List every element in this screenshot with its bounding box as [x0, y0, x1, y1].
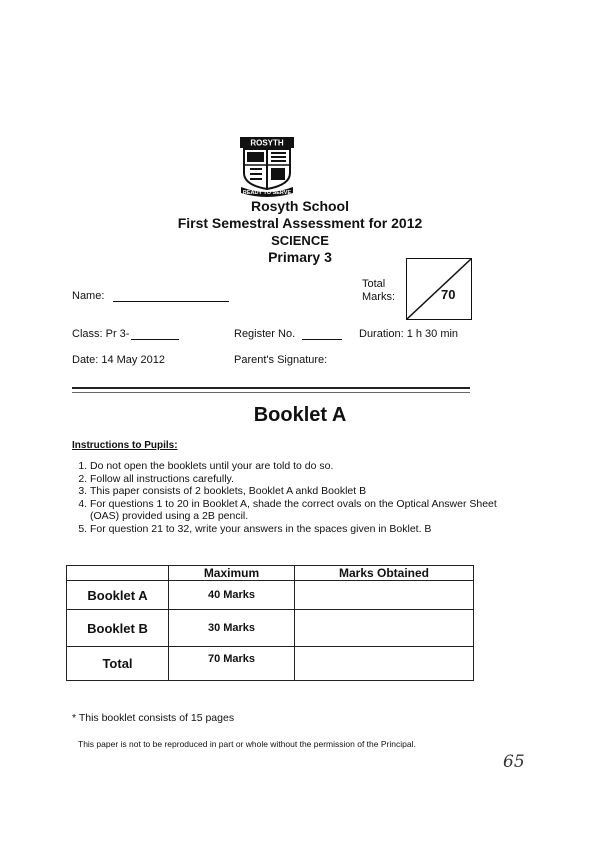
copyright-note: This paper is not to be reproduced in part or whole without the permission of the Principal.: [78, 739, 416, 749]
row-obtained[interactable]: [295, 647, 474, 681]
table-header-row: [67, 566, 474, 581]
name-field-line[interactable]: [113, 301, 229, 302]
divider-thin: [72, 392, 470, 393]
table-row: [67, 647, 474, 681]
instruction-item: 4. For questions 1 to 20 in Booklet A, shade the correct ovals on the Optical Answer Sheet (OAS) provided using a 2B pencil.: [90, 498, 498, 523]
row-max: 30 Marks: [169, 610, 295, 647]
row-label: Total: [67, 647, 169, 681]
table-header-blank: [67, 566, 169, 581]
svg-text:ROSYTH: ROSYTH: [250, 138, 284, 148]
instruction-item: 1. Do not open the booklets until your are told to do so.: [90, 460, 498, 473]
handwritten-mark: 65: [503, 752, 525, 772]
assessment-title: First Semestral Assessment for 2012: [177, 215, 423, 231]
header: [0, 198, 600, 266]
row-max: 40 Marks: [169, 581, 295, 610]
total-marks-value: 70: [441, 287, 456, 302]
instruction-item: 2. Follow all instructions carefully.: [90, 473, 498, 486]
marks-table: [66, 565, 474, 681]
row-max: 70 Marks: [169, 647, 295, 681]
row-obtained[interactable]: [295, 610, 474, 647]
row-obtained[interactable]: [295, 581, 474, 610]
svg-text:READY TO SERVE: READY TO SERVE: [242, 190, 292, 196]
signature-label: Parent's Signature:: [234, 354, 328, 366]
total-marks-label: Total Marks:: [362, 278, 395, 303]
row-label: Booklet B: [67, 610, 169, 647]
level: Primary 3: [268, 249, 332, 265]
total-marks-box: [406, 258, 472, 320]
booklet-title: Booklet A: [253, 404, 347, 426]
class-field-line[interactable]: [131, 339, 179, 340]
pages-note: * This booklet consists of 15 pages: [72, 712, 235, 724]
row-label: Booklet A: [67, 581, 169, 610]
table-row: [67, 581, 474, 610]
instruction-item: 3. This paper consists of 2 booklets, Booklet A ankd Booklet B: [90, 485, 498, 498]
instruction-item: 5. For question 21 to 32, write your answers in the spaces given in Boklet. B: [90, 523, 498, 536]
register-label: Register No.: [234, 328, 296, 340]
instructions-list: [72, 460, 498, 536]
table-header-obtained: Marks Obtained: [295, 566, 474, 581]
diagonal-line: [407, 259, 471, 319]
school-name: Rosyth School: [250, 198, 349, 214]
table-row: [67, 610, 474, 647]
register-field-line[interactable]: [302, 339, 342, 340]
table-header-maximum: Maximum: [169, 566, 295, 581]
date: Date: 14 May 2012: [72, 354, 165, 366]
name-label: Name:: [72, 290, 105, 302]
subject: SCIENCE: [271, 233, 329, 248]
duration: Duration: 1 h 30 min: [359, 328, 459, 340]
divider: [72, 387, 470, 389]
school-crest-logo: [238, 135, 296, 197]
instructions-heading: Instructions to Pupils:: [72, 440, 178, 451]
class-label: Class: Pr 3-: [72, 328, 130, 340]
